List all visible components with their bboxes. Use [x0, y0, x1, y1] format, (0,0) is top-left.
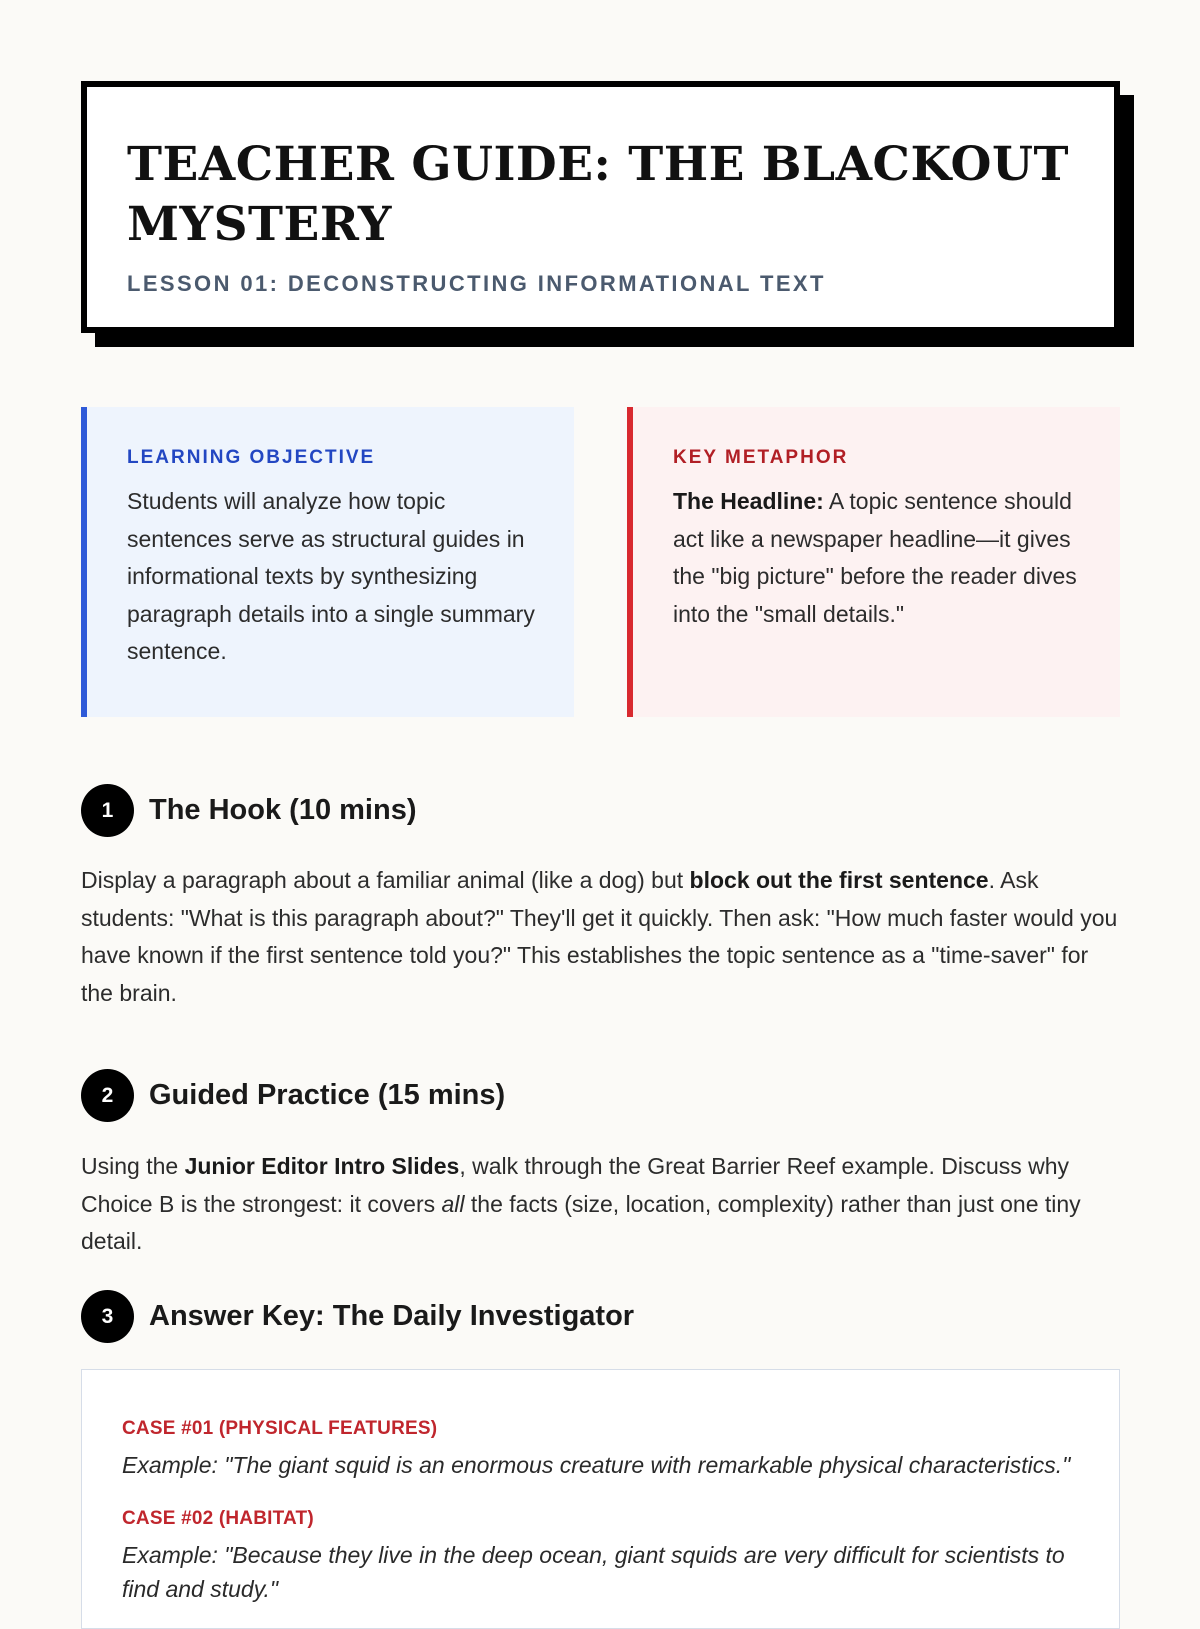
answer-key-box: [81, 1369, 1120, 1629]
key-metaphor-body: A topic sentence should act like a newspaper headline—it gives the "big picture" before the reader dives into the "small details.": [673, 488, 1077, 627]
case-example: Example: "Because they live in the deep ocean, giant squids are very difficult for scientists to find and study.": [122, 1542, 1065, 1602]
title-line-2: MYSTERY: [127, 197, 392, 252]
section-title: Guided Practice (15 mins): [149, 1079, 506, 1111]
text-run: . Ask students: "What is this paragraph about?" They'll get it quickly. Then ask: "How much faster would you have known if the first sentence told you?" This establishes the topic sentence as a "time-saver" for the brain.: [81, 867, 1118, 1006]
section-guided-practice-heading: [81, 1069, 505, 1122]
key-metaphor-card: [627, 407, 1120, 717]
italic-run: all: [441, 1190, 465, 1217]
title-line-1: TEACHER GUIDE: THE BLACKOUT: [127, 137, 1069, 192]
text-run: , walk through the Great Barrier Reef example. Discuss why Choice B is the strongest: it covers: [81, 1153, 1070, 1217]
case-label: CASE #02 (HABITAT): [122, 1508, 314, 1529]
lesson-subtitle: LESSON 01: DECONSTRUCTING INFORMATIONAL TEXT: [127, 271, 826, 296]
section-title: Answer Key: The Daily Investigator: [149, 1300, 635, 1332]
emphasis-run: block out the first sentence: [689, 867, 989, 893]
learning-objective-text: Students will analyze how topic sentences serve as structural guides in informational texts by synthesizing paragraph details into a single summary sentence.: [127, 488, 535, 664]
callouts-row: [81, 407, 1120, 717]
learning-objective-label: LEARNING OBJECTIVE: [127, 447, 376, 468]
text-run: Display a paragraph about a familiar animal (like a dog) but: [81, 867, 690, 893]
title-card: [81, 81, 1120, 333]
step-number-badge: 3: [81, 1290, 134, 1343]
learning-objective-card: [81, 407, 574, 717]
answer-case: [122, 1508, 1079, 1606]
section-answer-key-heading: [81, 1290, 634, 1343]
section-title: The Hook (10 mins): [149, 794, 417, 826]
key-metaphor-lead: The Headline:: [673, 488, 824, 514]
section-hook-heading: [81, 784, 417, 837]
key-metaphor-text: [673, 483, 1082, 633]
text-run: Using the: [81, 1153, 185, 1179]
step-number-badge: 2: [81, 1069, 134, 1122]
case-example: Example: "The giant squid is an enormous creature with remarkable physical characteristics.": [122, 1452, 1071, 1478]
answer-case: [122, 1418, 1079, 1482]
step-number-badge: 1: [81, 784, 134, 837]
section-hook-text: [81, 862, 1120, 1012]
text-run: the facts (size, location, complexity) rather than just one tiny detail.: [81, 1190, 1081, 1254]
section-guided-practice-text: [81, 1148, 1120, 1261]
slides-reference: Junior Editor Intro Slides: [184, 1153, 460, 1179]
key-metaphor-label: KEY METAPHOR: [673, 447, 849, 468]
page-title: [127, 135, 1074, 255]
case-label: CASE #01 (PHYSICAL FEATURES): [122, 1418, 438, 1439]
